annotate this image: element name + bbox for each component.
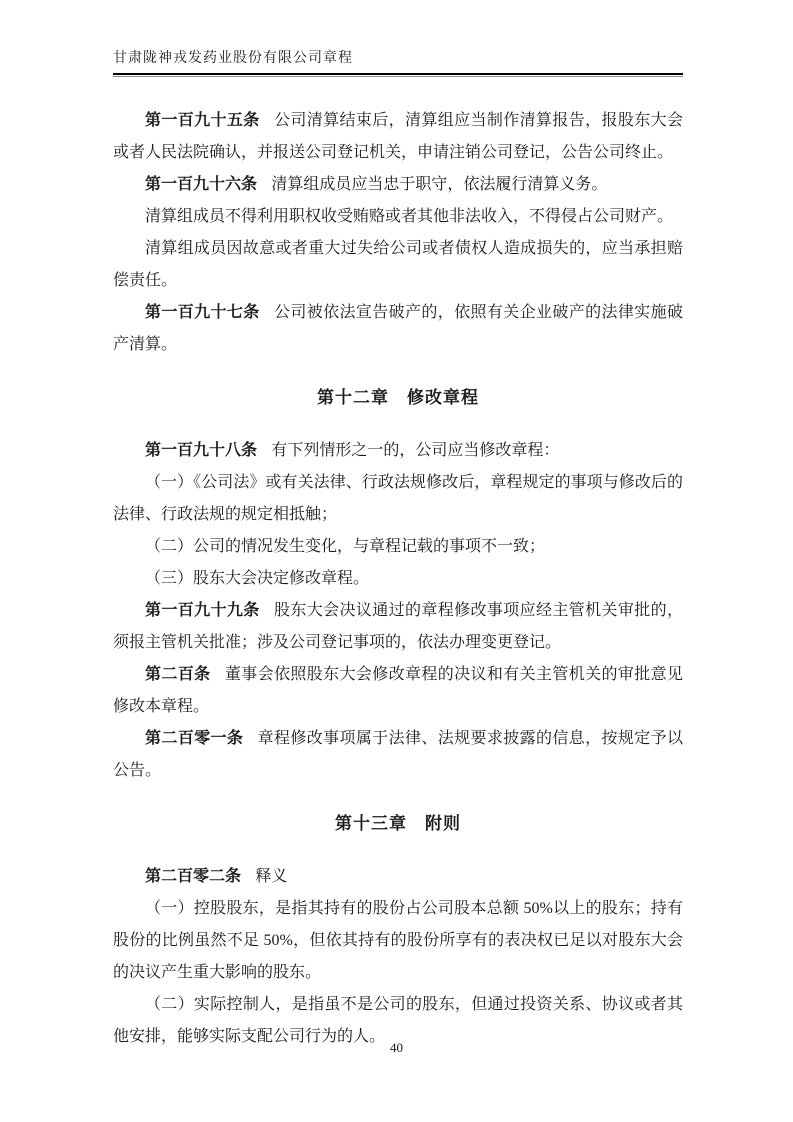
page-number: 40	[390, 1040, 403, 1055]
article-number: 第一百九十九条	[145, 602, 260, 619]
article-paragraph	[113, 297, 683, 361]
body-paragraph: （三）股东大会决定修改章程。	[145, 570, 370, 587]
article-paragraph	[113, 105, 683, 169]
page-header	[113, 48, 683, 77]
article-number: 第一百九十五条	[145, 112, 260, 129]
article-paragraph	[113, 435, 683, 467]
article-text: 有下列情形之一的，公司应当修改章程：	[271, 442, 560, 459]
article-paragraph	[113, 861, 683, 893]
body-paragraph: （二）公司的情况发生变化，与章程记载的事项不一致；	[145, 538, 546, 555]
page-footer	[0, 1040, 793, 1056]
body-paragraph: （一）《公司法》或有关法律、行政法规修改后，章程规定的事项与修改后的法律、行政法规的规定相抵触；	[113, 474, 683, 523]
chapter-heading: 第十二章 修改章程	[317, 388, 479, 407]
article-paragraph	[113, 659, 683, 723]
article-text: 章程修改事项属于法律、法规要求披露的信息，按规定予以公告。	[113, 730, 683, 779]
article-number: 第一百九十六条	[145, 176, 258, 193]
article-paragraph	[113, 595, 683, 659]
article-text: 股东大会决议通过的章程修改事项应经主管机关审批的，须报主管机关批准；涉及公司登记事项的，依法办理变更登记。	[113, 602, 683, 651]
article-number: 第一百九十七条	[145, 304, 260, 321]
article-text: 董事会依照股东大会修改章程的决议和有关主管机关的审批意见修改本章程。	[113, 666, 683, 715]
body-paragraph: （二）实际控制人，是指虽不是公司的股东，但通过投资关系、协议或者其他安排，能够实际支配公司行为的人。	[113, 996, 683, 1045]
chapter-heading: 第十三章 附则	[335, 814, 461, 833]
article-text: 释义	[255, 868, 288, 885]
document-body	[113, 105, 683, 1053]
article-number: 第一百九十八条	[145, 442, 258, 459]
body-paragraph: （一）控股股东，是指其持有的股份占公司股本总额 50%以上的股东；持有股份的比例虽然不足 50%，但依其持有的股份所享有的表决权已足以对股东大会的决议产生重大影响的股东。	[113, 900, 683, 981]
header-title: 甘肃陇神戎发药业股份有限公司章程	[113, 51, 353, 66]
article-number: 第二百条	[145, 666, 211, 683]
article-paragraph	[113, 169, 683, 201]
article-text: 公司被依法宣告破产的，依照有关企业破产的法律实施破产清算。	[113, 304, 683, 353]
article-text: 清算组成员应当忠于职守，依法履行清算义务。	[271, 176, 608, 193]
article-number: 第二百零一条	[145, 730, 244, 747]
article-text: 公司清算结束后，清算组应当制作清算报告，报股东大会或者人民法院确认，并报送公司登记机关，申请注销公司登记，公告公司终止。	[113, 112, 683, 161]
article-paragraph	[113, 723, 683, 787]
article-number: 第二百零二条	[145, 868, 242, 885]
body-paragraph: 清算组成员不得利用职权收受贿赂或者其他非法收入，不得侵占公司财产。	[145, 208, 674, 225]
header-rule	[113, 73, 683, 77]
body-paragraph: 清算组成员因故意或者重大过失给公司或者债权人造成损失的，应当承担赔偿责任。	[113, 240, 683, 289]
